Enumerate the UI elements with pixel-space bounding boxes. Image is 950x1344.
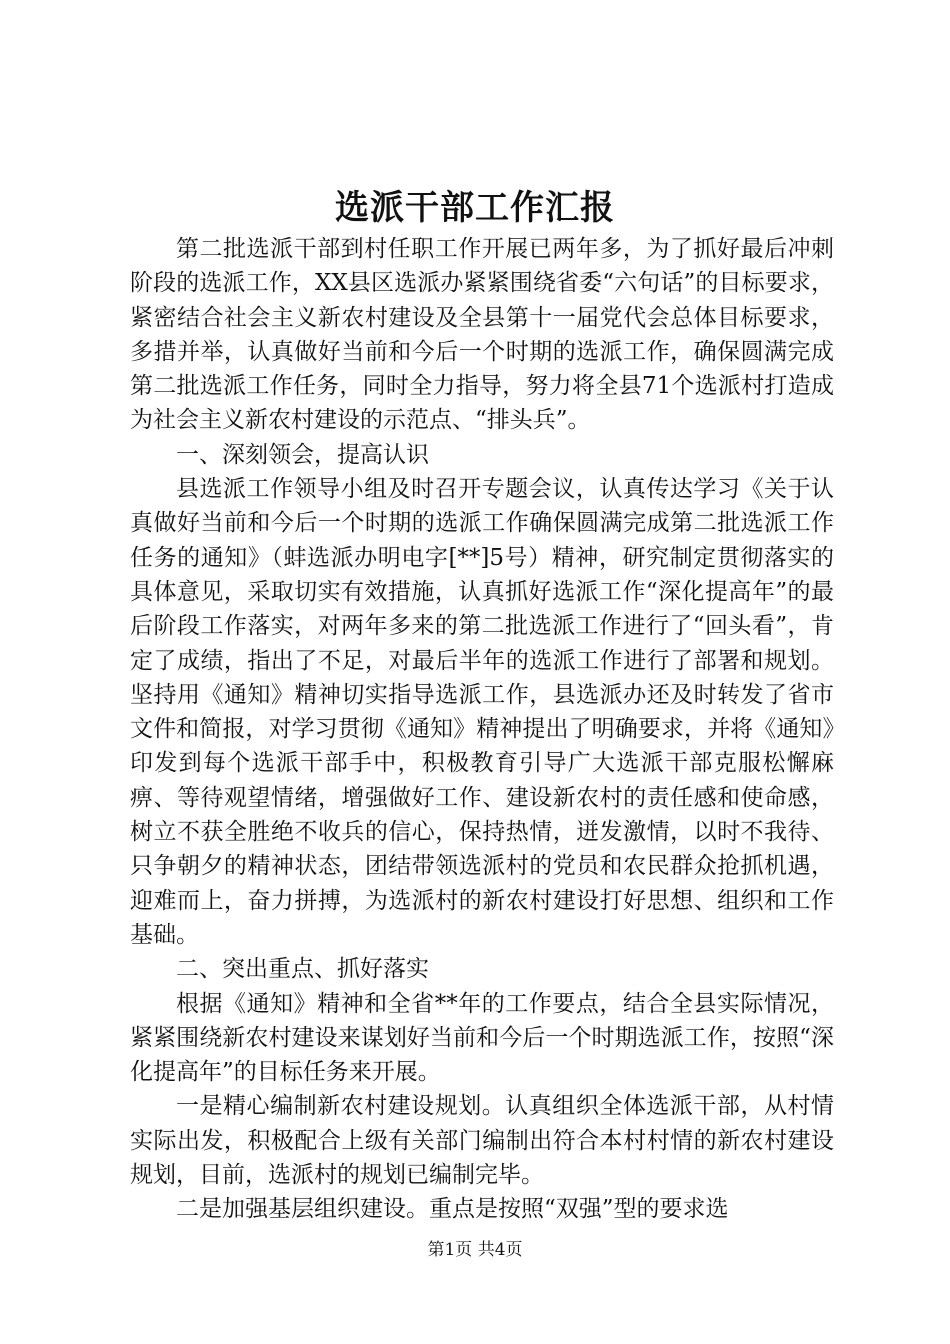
section-heading-1: 一、深刻领会，提高认识 xyxy=(176,441,429,468)
document-title: 选派干部工作汇报 xyxy=(335,188,615,228)
document-body xyxy=(130,232,834,1227)
paragraph-intro: 第二批选派干部到村任职工作开展已两年多，为了抓好最后冲刺阶段的选派工作，XX县区选派办紧紧围绕省委“六句话”的目标要求，紧密结合社会主义新农村建设及全县第十一届党代会总体目标要求，多措并举，认真做好当前和今后一个时期的选派工作，确保圆满完成第二批选派工作任务，同时全力指导，努力将全县71个选派村打造成为社会主义新农村建设的示范点、“排头兵”。 xyxy=(130,236,834,434)
paragraph-item-2: 二是加强基层组织建设。重点是按照“双强”型的要求选 xyxy=(176,1196,729,1223)
paragraph-section-2-intro: 根据《通知》精神和全省**年的工作要点，结合全县实际情况，紧紧围绕新农村建设来谋划好当前和今后一个时期选派工作，按照“深化提高年”的目标任务来开展。 xyxy=(130,990,834,1086)
section-heading-2: 二、突出重点、抓好落实 xyxy=(176,956,429,983)
page-footer: 第1页 共4页 xyxy=(427,1240,523,1260)
paragraph-section-1: 县选派工作领导小组及时召开专题会议，认真传达学习《关于认真做好当前和今后一个时期的选派工作确保圆满完成第二批选派工作任务的通知》（蚌选派办明电字[**]5号）精神，研究制定贯彻落实的具体意见，采取切实有效措施，认真抓好选派工作“深化提高年”的最后阶段工作落实，对两年多来的第二批选派工作进行了“回头看”，肯定了成绩，指出了不足，对最后半年的选派工作进行了部署和规划。坚持用《通知》精神切实指导选派工作，县选派办还及时转发了省市文件和简报，对学习贯彻《通知》精神提出了明确要求，并将《通知》印发到每个选派干部手中，积极教育引导广大选派干部克服松懈麻痹、等待观望情绪，增强做好工作、建设新农村的责任感和使命感，树立不获全胜绝不收兵的信心，保持热情，迸发激情，以时不我待、只争朝夕的精神状态，团结带领选派村的党员和农民群众抢抓机遇，迎难而上，奋力拼搏，为选派村的新农村建设打好思想、组织和工作基础。 xyxy=(130,476,834,948)
paragraph-item-1: 一是精心编制新农村建设规划。认真组织全体选派干部，从村情实际出发，积极配合上级有关部门编制出符合本村村情的新农村建设规划，目前，选派村的规划已编制完毕。 xyxy=(130,1093,834,1189)
